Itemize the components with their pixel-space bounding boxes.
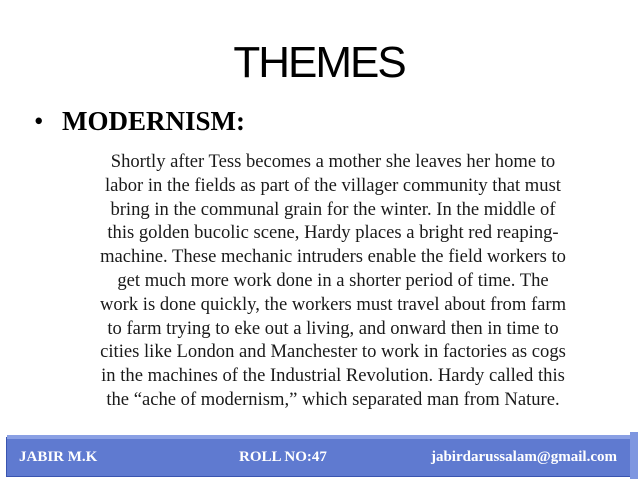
footer-email: jabirdarussalam@gmail.com: [430, 449, 617, 465]
body-line: to farm trying to eke out a living, and onward then in time to: [107, 317, 559, 339]
body-line: bring in the communal grain for the winter. In the middle of: [110, 198, 556, 220]
section-heading: [34, 104, 245, 138]
slide-title: THEMES: [233, 38, 405, 87]
body-paragraph: [58, 150, 608, 412]
footer-side-tab: [630, 432, 638, 479]
body-line: in the machines of the Industrial Revolution. Hardy called this: [101, 365, 565, 387]
heading-text: MODERNISM:: [62, 106, 245, 136]
body-line: work is done quickly, the workers must travel about from farm: [99, 293, 567, 315]
body-line: this golden bucolic scene, Hardy places a bright red reaping-: [107, 222, 559, 244]
bullet-marker: •: [34, 106, 44, 136]
footer-top-edge: [7, 435, 631, 439]
footer-bar: [6, 437, 632, 477]
body-line: machine. These mechanic intruders enable the field workers to: [100, 246, 566, 268]
body-line: get much more work done in a shorter period of time. The: [117, 269, 549, 291]
footer-author-name: JABIR M.K: [19, 449, 98, 465]
footer-roll-number: ROLL NO:47: [239, 449, 327, 465]
body-line: cities like London and Manchester to work in factories as cogs: [100, 341, 566, 363]
body-line: labor in the fields as part of the villager community that must: [105, 174, 561, 196]
body-line: Shortly after Tess becomes a mother she leaves her home to: [110, 151, 556, 172]
body-line: the “ache of modernism,” which separated man from Nature.: [106, 388, 560, 410]
